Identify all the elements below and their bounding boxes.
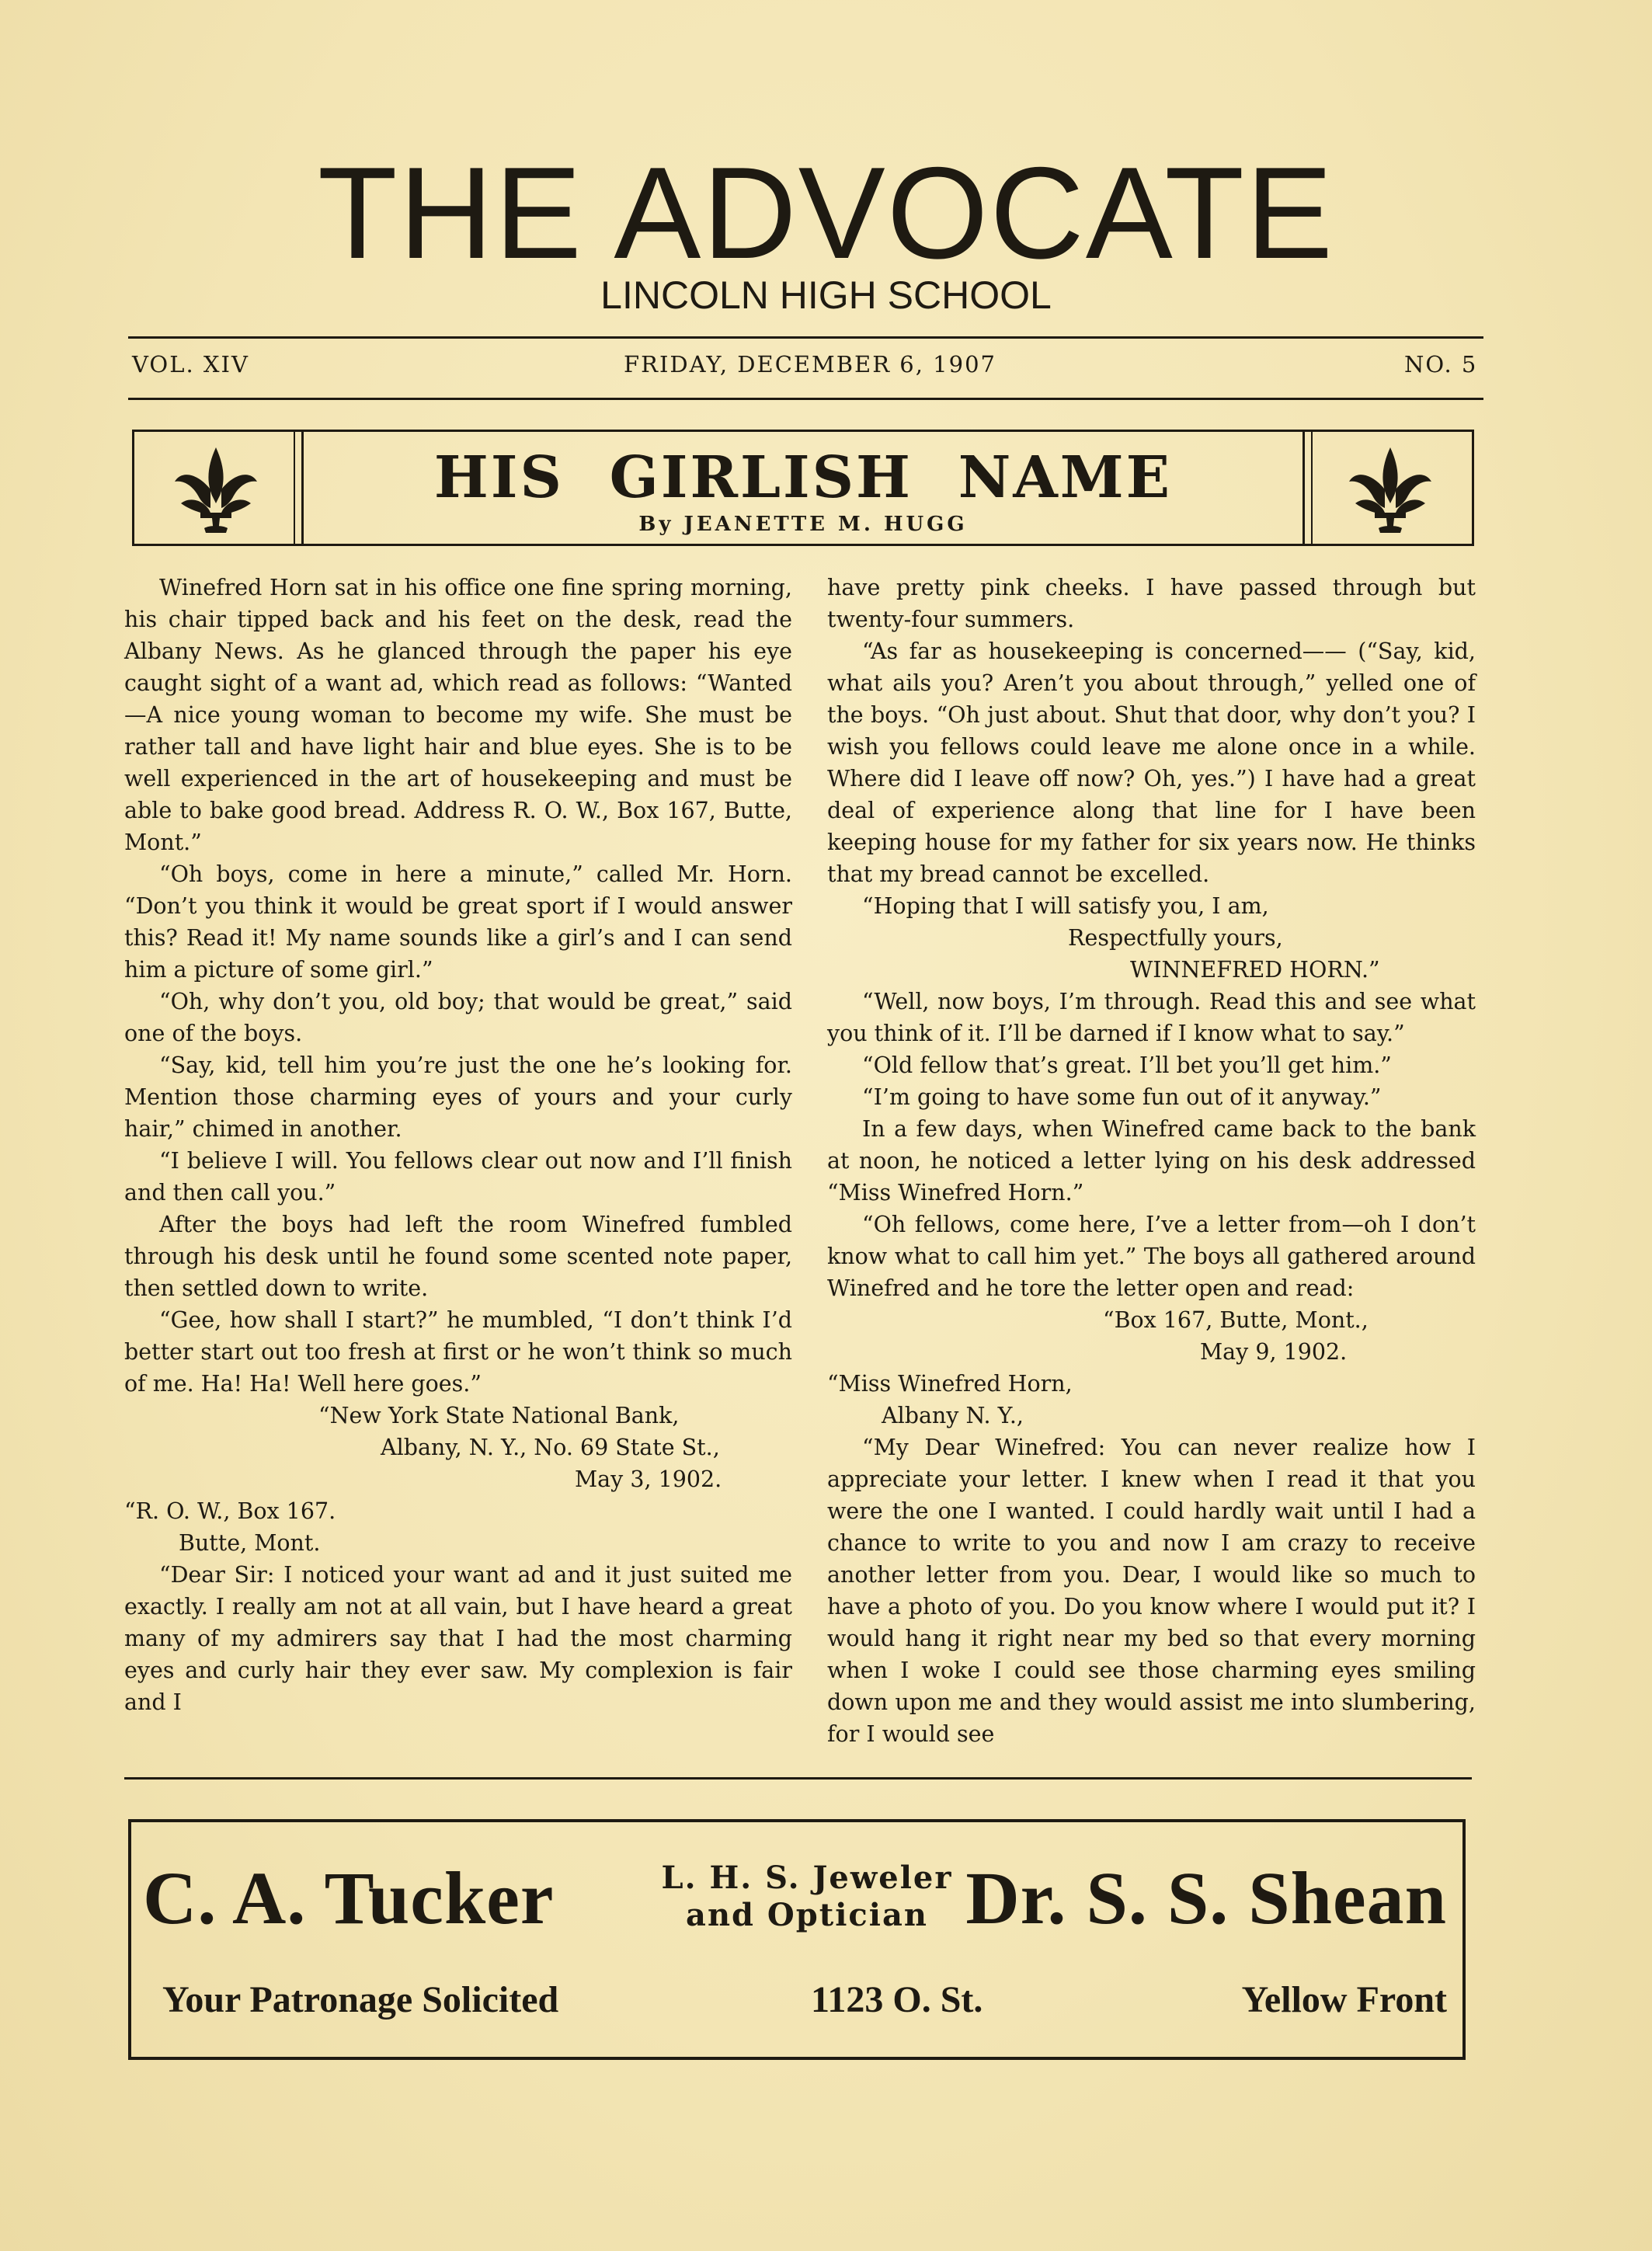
story-paragraph: “I’m going to have some fun out of it anyway.”: [862, 1084, 1382, 1110]
ad-doctor-name: Dr. S. S. Shean: [965, 1856, 1447, 1940]
issue-date: FRIDAY, DECEMBER 6, 1907: [624, 351, 996, 377]
ad-jeweler-title: L. H. S. Jeweler: [661, 1860, 953, 1896]
volume-label: VOL. XIV: [132, 351, 249, 377]
story-paragraph: Winefred Horn sat in his office one fine spring morning, his chair tipped back and his feet on the desk, read the Albany News. As he glanced through the paper his eye caught sight of a want ad, which read as follows: “Wanted—A nice young woman to become my wife. She must be rather tall and have light hair and blue eyes. She is to be well experienced in the art of housekeeping and must be able to bake good bread. Address R. O. W., Box 167, Butte, Mont.”: [124, 575, 792, 855]
story-paragraph: “I believe I will. You fellows clear out now and I’ll finish and then call you.”: [124, 1148, 792, 1206]
story-paragraph: “Well, now boys, I’m through. Read this and see what you think of it. I’ll be darned if I know what to say.”: [827, 989, 1476, 1046]
letter-body: “Dear Sir: I noticed your want ad and it just suited me exactly. I really am not at all vain, but I have heard a great many of my admirers say that I had the most charming eyes and curly hair they ever saw. My complexion is fair and I: [124, 1562, 792, 1715]
masthead-rule-top: [128, 336, 1483, 339]
letter-signature: WINNEFRED HORN.”: [1130, 957, 1380, 983]
ad-jeweler-name: C. A. Tucker: [143, 1856, 555, 1940]
letter-address-line: Butte, Mont.: [179, 1530, 321, 1556]
issue-number: NO. 5: [1404, 351, 1478, 377]
story-end-rule: [124, 1777, 1472, 1780]
masthead-rule-bottom: [128, 398, 1483, 400]
story-byline: By JEANETTE M. HUGG: [638, 513, 968, 536]
story-paragraph: “Oh boys, come in here a minute,” called Mr. Horn. “Don’t you think it would be great sport if I would answer this? Read it! My name sounds like a girl’s and I can send him a picture of some girl.”: [124, 861, 792, 983]
story-title-box: [132, 430, 1474, 546]
story-title: HIS GIRLISH NAME: [433, 444, 1173, 511]
story-paragraph: “Old fellow that’s great. I’ll bet you’ll get him.”: [862, 1052, 1392, 1078]
letter-header-line: May 3, 1902.: [575, 1466, 722, 1492]
story-paragraph: “As far as housekeeping is concerned—— (“Say, kid, what ails you? Aren’t you about through,” yelled one of the boys. “Oh just about. Shut that door, why don’t you? I wish you fellows could leave me alone once in a while. Where did I leave off now? Oh, yes.”) I have had a great deal of experience along that line for I have been keeping house for my father for six years now. He thinks that my bread cannot be excelled.: [827, 638, 1476, 887]
ad-address: 1123 O. St.: [811, 1979, 983, 2020]
letter-address-line: “Miss Winefred Horn,: [827, 1371, 1073, 1397]
masthead-subtitle: LINCOLN HIGH SCHOOL: [600, 273, 1052, 317]
ad-tagline-right: Yellow Front: [1241, 1979, 1447, 2020]
story-paragraph: “Oh, why don’t you, old boy; that would be great,” said one of the boys.: [124, 989, 792, 1046]
story-paragraph: After the boys had left the room Winefred fumbled through his desk until he found some scented note paper, then settled down to write.: [124, 1212, 792, 1301]
story-paragraph: have pretty pink cheeks. I have passed through but twenty-four summers.: [827, 575, 1476, 632]
letter-header-line: Albany, N. Y., No. 69 State St.,: [381, 1435, 720, 1460]
letter-address-line: “R. O. W., Box 167.: [124, 1498, 336, 1524]
letter-closing: Respectfully yours,: [1068, 925, 1283, 951]
masthead-title: THE ADVOCATE: [317, 140, 1335, 286]
story-paragraph: “Oh fellows, come here, I’ve a letter from—oh I don’t know what to call him yet.” The boys all gathered around Winefred and he tore the letter open and read:: [827, 1212, 1476, 1301]
story-column-right: [827, 572, 1476, 1750]
story-paragraph: “Hoping that I will satisfy you, I am,: [862, 893, 1269, 919]
ad-tagline: Your Patronage Solicited: [162, 1979, 559, 2020]
letter-header-line: “Box 167, Butte, Mont.,: [1103, 1307, 1369, 1333]
letter-header-line: May 9, 1902.: [1200, 1339, 1348, 1365]
story-paragraph: In a few days, when Winefred came back to the bank at noon, he noticed a letter lying on his desk addressed “Miss Winefred Horn.”: [827, 1116, 1476, 1206]
story-paragraph: “Gee, how shall I start?” he mumbled, “I don’t think I’d better start out too fresh at first or he won’t think so much of me. Ha! Ha! Well here goes.”: [124, 1307, 792, 1397]
letter-header-line: “New York State National Bank,: [318, 1403, 680, 1428]
story-paragraph: “Say, kid, tell him you’re just the one he’s looking for. Mention those charming eyes of yours and your curly hair,” chimed in another.: [124, 1052, 792, 1142]
letter-body: “My Dear Winefred: You can never realize how I appreciate your letter. I knew when I read it that you were the one I wanted. I could hardly wait until I had a chance to write to you and now I am crazy to receive another letter from you. Dear, I would like so much to have a photo of you. Do you know where I would put it? I would hang it right near my bed so that every morning when I woke I could see those charming eyes smiling down upon me and they would assist me into slumbering, for I would see: [827, 1435, 1476, 1747]
story-column-left: [124, 572, 792, 1718]
letter-address-line: Albany N. Y.,: [882, 1403, 1024, 1428]
ad-optician-title: and Optician: [686, 1897, 928, 1933]
advertisement-box: [128, 1819, 1466, 2060]
